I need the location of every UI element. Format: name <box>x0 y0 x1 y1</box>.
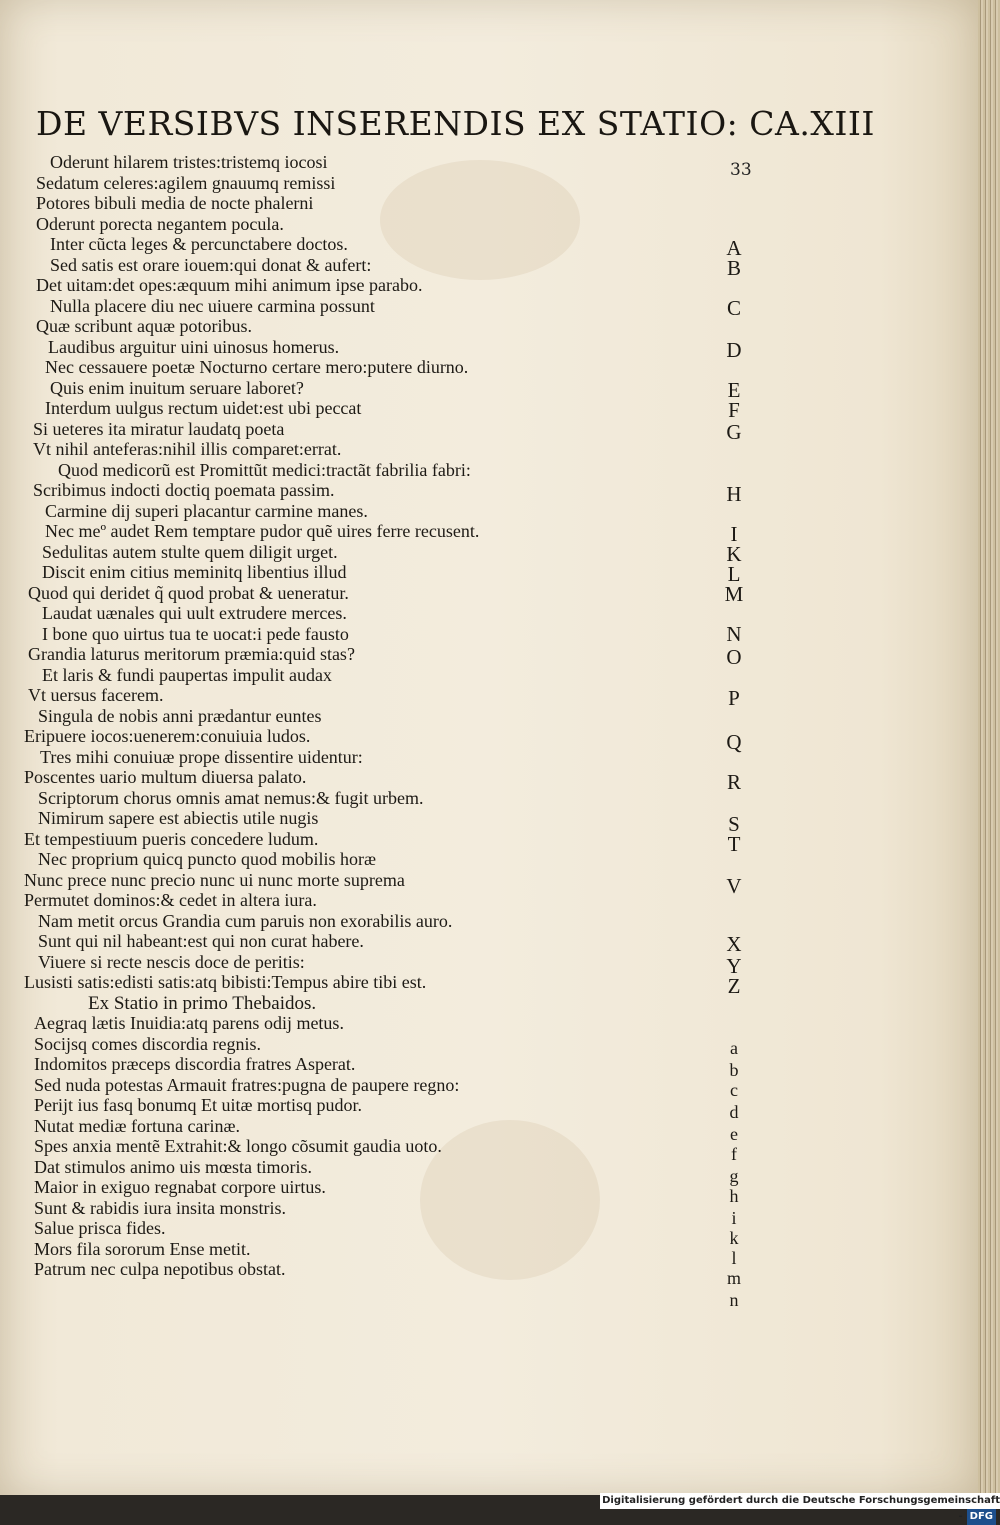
margin-letter: f <box>731 1144 737 1164</box>
margin-letter: Y <box>726 954 742 978</box>
margin-letter: b <box>729 1060 739 1080</box>
margin-letter: F <box>728 398 740 422</box>
verse-line: Eripuere iocos:uenerem:conuiuia ludos. <box>24 726 311 746</box>
verse-line: Nec cessauere poetæ Nocturno certare mero:putere diurno. <box>45 357 469 377</box>
paper-stain <box>420 1120 600 1280</box>
verse-line: Nutat mediæ fortuna carinæ. <box>34 1115 240 1136</box>
verse-line: Scribimus indocti doctiq poemata passim. <box>33 480 335 500</box>
margin-letter: k <box>729 1228 739 1248</box>
verse-line: Quod medicorũ est Promittũt medici:tractãt fabrilia fabri: <box>58 459 471 480</box>
verse-line: Indomitos præceps discordia fratres Asperat. <box>34 1054 356 1074</box>
verse-line: Tres mihi conuiuæ prope dissentire uidentur: <box>40 746 363 767</box>
margin-letter: H <box>726 482 742 506</box>
margin-letter: Q <box>726 730 742 754</box>
verse-line: Potores bibuli media de nocte phalerni <box>36 193 314 213</box>
margin-letter: R <box>726 770 741 794</box>
margin-letter: S <box>728 812 740 836</box>
paper-stain <box>380 160 580 280</box>
margin-letter: M <box>724 582 744 606</box>
margin-letter: V <box>726 874 742 898</box>
verse-line: Quæ scribunt aquæ potoribus. <box>36 316 252 336</box>
verse-line: Grandia laturus meritorum præmia:quid stas? <box>28 644 355 664</box>
margin-letter: O <box>726 645 742 669</box>
verse-line: Interdum uulgus rectum uidet:est ubi peccat <box>45 398 362 418</box>
margin-letter: c <box>730 1080 738 1100</box>
page-edge <box>978 0 1000 1495</box>
verse-line: Patrum nec culpa nepotibus obstat. <box>34 1259 286 1279</box>
margin-letter: L <box>727 562 741 586</box>
page-title: DE VERSIBVS INSERENDIS EX STATIO: CA.XIII <box>36 104 875 143</box>
margin-letter: a <box>730 1038 738 1058</box>
margin-letter: e <box>730 1124 738 1144</box>
verse-line: Salue prisca fides. <box>34 1218 166 1238</box>
footer-text: Digitalisierung gefördert durch die Deutsche Forschungsgemeinschaft - <box>602 1495 1000 1522</box>
verse-line: Mors fila sororum Ense metit. <box>34 1238 251 1259</box>
margin-letter: A <box>726 236 742 260</box>
margin-letter: E <box>727 378 741 402</box>
verse-line: Vt uersus facerem. <box>28 685 164 705</box>
margin-letter: K <box>726 542 742 566</box>
margin-letter: P <box>728 686 740 710</box>
verse-line: Sunt qui nil habeant:est qui non curat habere. <box>38 931 364 951</box>
verse-line: Aegraq lætis Inuidia:atq parens odij metus. <box>34 1013 344 1033</box>
verse-line: Carmine dij superi placantur carmine manes. <box>45 500 368 521</box>
margin-letter: l <box>731 1248 737 1268</box>
margin-letter: i <box>731 1208 737 1228</box>
margin-letter: m <box>726 1268 741 1288</box>
verse-line: Viuere si recte nescis doce de peritis: <box>38 951 305 972</box>
verse-line: Perijt ius fasq bonumq Et uitæ mortisq pudor. <box>34 1095 362 1115</box>
margin-letter: h <box>729 1186 739 1206</box>
margin-letter: C <box>726 296 741 320</box>
margin-letter: T <box>727 832 741 856</box>
margin-letter: D <box>726 338 742 362</box>
verse-line: Det uitam:det opes:æquum mihi animum ipse parabo. <box>36 275 423 295</box>
verse-line: Sed satis est orare iouem:qui donat & aufert: <box>50 254 372 275</box>
verse-line: Permutet dominos:& cedet in altera iura. <box>24 890 317 910</box>
verse-line: Nec proprium quicq puncto quod mobilis horæ <box>38 849 376 869</box>
verse-line: Inter cũcta leges & percunctabere doctos. <box>50 234 348 254</box>
verse-line: I bone quo uirtus tua te uocat:i pede fausto <box>42 623 349 644</box>
verse-line: Maior in exiguo regnabat corpore uirtus. <box>34 1177 326 1197</box>
verse-line: Nunc prece nunc precio nunc ui nunc morte suprema <box>24 869 405 890</box>
verse-line: Et laris & fundi paupertas impulit audax <box>42 664 332 685</box>
verse-line: Spes anxia mentẽ Extrahit:& longo cõsumit gaudia uoto. <box>34 1136 442 1156</box>
margin-letter: Z <box>727 974 741 998</box>
verse-line: Quod qui deridet q̃ quod probat & ueneratur. <box>28 582 349 603</box>
verse-line: Poscentes uario multum diuersa palato. <box>24 767 307 787</box>
verse-line: Et tempestiuum pueris concedere ludum. <box>24 828 319 849</box>
folio-number: 33 <box>730 160 752 180</box>
verse-line: Sedatum celeres:agilem gnauumq remissi <box>36 172 336 193</box>
margin-letter: N <box>726 622 742 646</box>
verse-line: Laudibus arguitur uini uinosus homerus. <box>48 336 340 357</box>
margin-letter: d <box>729 1102 739 1122</box>
verse-line: Discit enim citius meminitq libentius illud <box>42 562 347 582</box>
margin-letter: B <box>726 256 741 280</box>
verse-line: Quis enim inuitum seruare laboret? <box>50 377 304 398</box>
verse-line: Oderunt porecta negantem pocula. <box>36 213 284 234</box>
verse-line: Sedulitas autem stulte quem diligit urget. <box>42 541 338 562</box>
verse-line: Oderunt hilarem tristes:tristemq iocosi <box>50 152 328 172</box>
verse-line: Sunt & rabidis iura insita monstris. <box>34 1197 286 1218</box>
verse-line: Socijsq comes discordia regnis. <box>34 1033 261 1054</box>
verse-line: Lusisti satis:edisti satis:atq bibisti:Tempus abire tibi est. <box>24 972 427 992</box>
dfg-logo: DFG <box>967 1509 996 1525</box>
margin-letter: G <box>726 420 742 444</box>
verse-line: Singula de nobis anni prædantur euntes <box>38 705 322 726</box>
margin-letter: n <box>729 1290 739 1310</box>
verse-line: Vt nihil anteferas:nihil illis comparet:errat. <box>33 439 342 459</box>
verse-line: Nec meº audet Rem temptare pudor quẽ uires ferre recusent. <box>45 521 480 541</box>
verse-line: Nimirum sapere est abiectis utile nugis <box>38 808 319 828</box>
verse-line: Laudat uænales qui uult extrudere merces. <box>42 603 347 623</box>
margin-letter: g <box>729 1166 739 1186</box>
verse-line: Scriptorum chorus omnis amat nemus:& fugit urbem. <box>38 787 424 808</box>
margin-letter: I <box>730 522 738 546</box>
verse-line: Si ueteres ita miratur laudatq poeta <box>33 418 285 439</box>
verse-line: Nam metit orcus Grandia cum paruis non exorabilis auro. <box>38 910 453 931</box>
margin-letter: X <box>726 932 742 956</box>
verse-line: Dat stimulos animo uis mœsta timoris. <box>34 1156 312 1177</box>
verse-line: Nulla placere diu nec uiuere carmina possunt <box>50 295 375 316</box>
section-heading: Ex Statio in primo Thebaidos. <box>88 992 317 1014</box>
verse-line: Sed nuda potestas Armauit fratres:pugna de paupere regno: <box>34 1074 460 1095</box>
footer-credit <box>600 1493 1000 1522</box>
